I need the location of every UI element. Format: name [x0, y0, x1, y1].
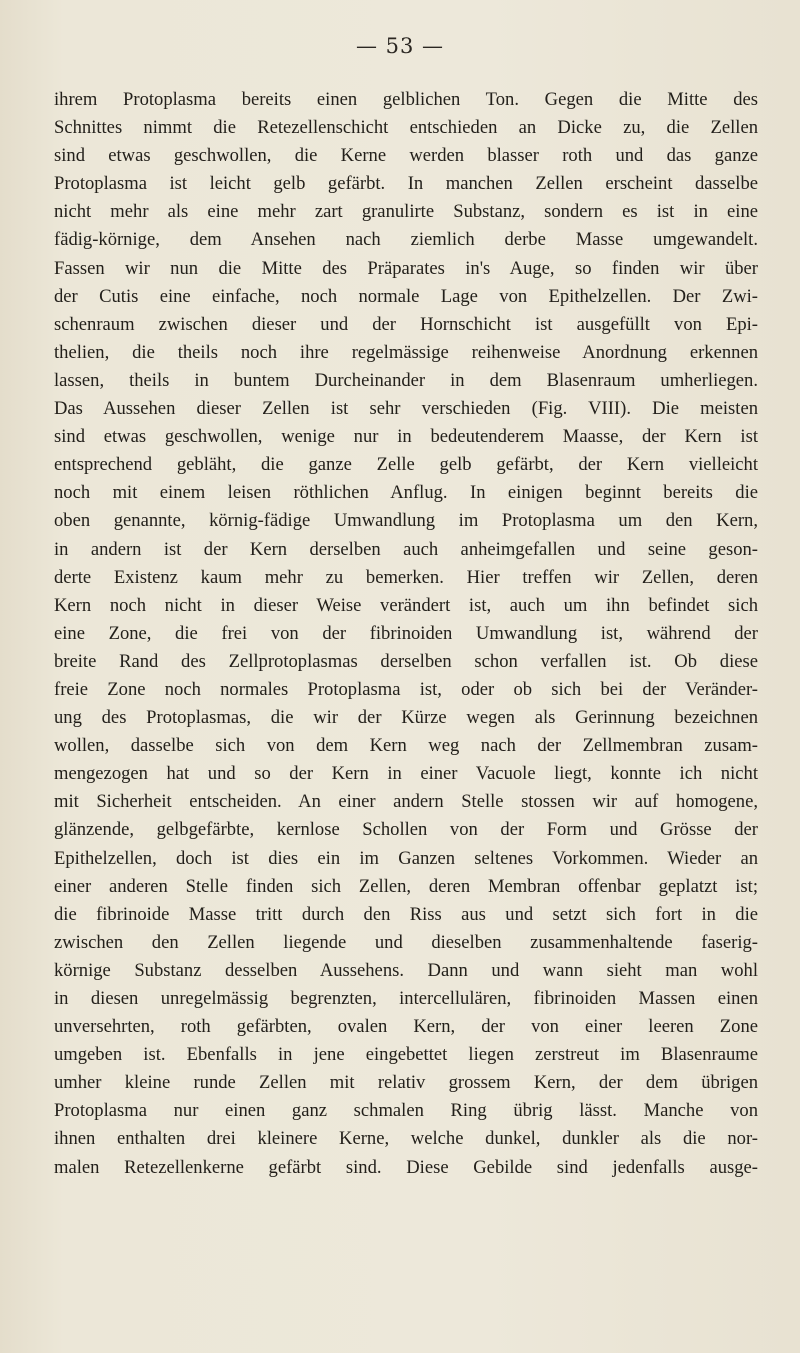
text-line: Epithelzellen, doch ist dies ein im Ganzen seltenes Vorkommen. Wieder an — [54, 847, 758, 869]
text-line: wollen, dasselbe sich von dem Kern weg nach der Zellmembran zusam- — [54, 735, 758, 757]
text-line: die fibrinoide Masse tritt durch den Riss aus und setzt sich fort in die — [54, 903, 758, 925]
text-line: umher kleine runde Zellen mit relativ grossem Kern, der dem übrigen — [54, 1072, 758, 1094]
text-line: noch mit einem leisen röthlichen Anflug. In einigen beginnt bereits die — [54, 482, 758, 504]
text-line: mit Sicherheit entscheiden. An einer andern Stelle stossen wir auf homogene, — [54, 791, 758, 813]
text-line: zwischen den Zellen liegende und dieselben zusammenhaltende faserig- — [54, 931, 758, 953]
text-line: umgeben ist. Ebenfalls in jene eingebettet liegen zerstreut im Blasenraume — [54, 1044, 758, 1066]
text-line: entsprechend gebläht, die ganze Zelle gelb gefärbt, der Kern vielleicht — [54, 454, 758, 476]
text-line: freie Zone noch normales Protoplasma ist, oder ob sich bei der Veränder- — [54, 678, 758, 700]
text-line: breite Rand des Zellprotoplasmas derselben schon verfallen ist. Ob diese — [54, 650, 758, 672]
text-line: unversehrten, roth gefärbten, ovalen Kern, der von einer leeren Zone — [54, 1016, 758, 1038]
body-text — [54, 86, 758, 1182]
page-number: — 53 — — [355, 34, 445, 58]
text-line: malen Retezellenkerne gefärbt sind. Diese Gebilde sind jedenfalls ausge- — [54, 1156, 758, 1178]
text-line: Protoplasma ist leicht gelb gefärbt. In manchen Zellen erscheint dasselbe — [54, 173, 758, 195]
text-line: Protoplasma nur einen ganz schmalen Ring übrig lässt. Manche von — [54, 1100, 758, 1122]
text-line: Kern noch nicht in dieser Weise verändert ist, auch um ihn befindet sich — [54, 594, 758, 616]
text-line: derte Existenz kaum mehr zu bemerken. Hier treffen wir Zellen, deren — [54, 566, 758, 588]
text-line: körnige Substanz desselben Aussehens. Dann und wann sieht man wohl — [54, 959, 758, 981]
text-line: sind etwas geschwollen, wenige nur in bedeutenderem Maasse, der Kern ist — [54, 426, 758, 448]
text-line: fädig-körnige, dem Ansehen nach ziemlich derbe Masse umgewandelt. — [54, 229, 758, 251]
text-line: in diesen unregelmässig begrenzten, intercellulären, fibrinoiden Massen einen — [54, 988, 758, 1009]
text-line: in andern ist der Kern derselben auch anheimgefallen und seine geson- — [54, 538, 758, 560]
text-line: sind etwas geschwollen, die Kerne werden blasser roth und das ganze — [54, 145, 758, 167]
text-line: ihrem Protoplasma bereits einen gelblichen Ton. Gegen die Mitte des — [54, 89, 758, 110]
text-line: ihnen enthalten drei kleinere Kerne, welche dunkel, dunkler als die nor- — [54, 1128, 758, 1150]
text-line: glänzende, gelbgefärbte, kernlose Schollen von der Form und Grösse der — [54, 819, 758, 841]
text-line: schenraum zwischen dieser und der Hornschicht ist ausgefüllt von Epi- — [54, 313, 758, 335]
text-line: der Cutis eine einfache, noch normale Lage von Epithelzellen. Der Zwi- — [54, 285, 758, 307]
text-line: thelien, die theils noch ihre regelmässige reihenweise Anordnung erkennen — [54, 341, 758, 363]
text-line: Fassen wir nun die Mitte des Präparates in's Auge, so finden wir über — [54, 257, 758, 279]
text-line: lassen, theils in buntem Durcheinander in dem Blasenraum umherliegen. — [54, 369, 758, 391]
text-line: mengezogen hat und so der Kern in einer Vacuole liegt, konnte ich nicht — [54, 763, 758, 785]
text-line: nicht mehr als eine mehr zart granulirte Substanz, sondern es ist in eine — [54, 201, 758, 223]
text-line: eine Zone, die frei von der fibrinoiden Umwandlung ist, während der — [54, 622, 758, 644]
text-line: oben genannte, körnig-fädige Umwandlung im Protoplasma um den Kern, — [54, 510, 758, 532]
text-line: Schnittes nimmt die Retezellenschicht entschieden an Dicke zu, die Zellen — [54, 117, 758, 139]
text-line: ung des Protoplasmas, die wir der Kürze wegen als Gerinnung bezeichnen — [54, 707, 758, 729]
text-line: einer anderen Stelle finden sich Zellen, deren Membran offenbar geplatzt ist; — [54, 875, 758, 897]
text-line: Das Aussehen dieser Zellen ist sehr verschieden (Fig. VIII). Die meisten — [54, 398, 758, 420]
